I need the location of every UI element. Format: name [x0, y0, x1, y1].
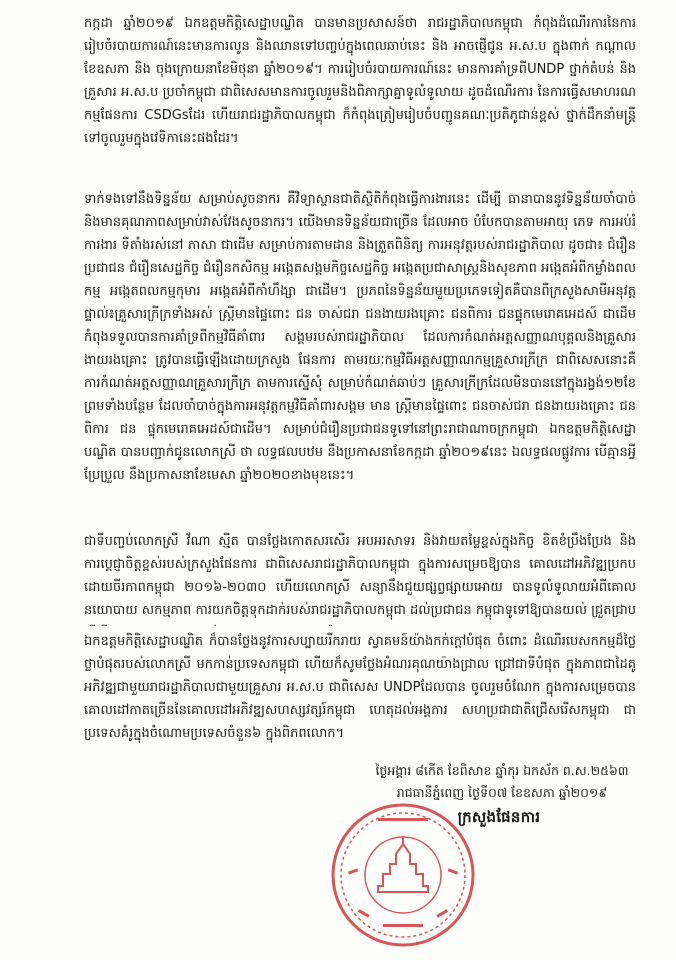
paragraph-3: ជាទីបញ្ចប់លោកស្រី វ័ណា ស្មីត បានថ្លែងកោតសរសើរ អបអរសាទរ និងវាយតម្លៃខ្ពស់ក្នុងកិច្ច ខិតខំប្រឹងប្រែង និងការប្តេជ្ញាចិត្តខ្ពស់របស់ក្រសួងផែនការ ជាពិសេសរាជរដ្ឋាភិបាលកម្ពុជា ក្នុងការសម្រេចឱ្យបាន គោលដៅអភិវឌ្ឍប្រកបដោយចីរភាពកម្ពុជា ២០១៦-២០៣០ ហើយលោកស្រី សន្យានឹងជួយផ្សព្វផ្សាយអោយ បានទូលំទូលាយអំពីគោលនយោបាយ សកម្មភាព ការយកចិត្តទុកដាក់របស់រាជរដ្ឋាភិបាលកម្ពុជា ដល់ប្រជាជន កម្ពុជាទូទៅឱ្យបានយល់ ជ្រួតជ្រាប	[84, 534, 636, 618]
paragraph-2: ទាក់ទងទៅនឹងទិន្នន័យ សម្រាប់សូចនាករ គឺវិទ្យាស្ថានជាតិស្ថិតិកំពុងធ្វើការងារនេះ ដើម្បី ធានាបាននូវទិន្នន័យចាំបាច់និងមានគុណភាពសម្រាប់វាស់វែងសូចនាករ។ យើងមានទិន្នន័យជាច្រើន ដែលអាច បំបែកបានតាមអាយុ ភេទ ការអប់រំ ការងារ ទីតាំងរស់នៅ ភាសា ជាដើម សម្រាប់ការតាមដាន និងត្រួតពិនិត្យ ការអនុវត្តរបស់រាជរដ្ឋាភិបាល ដូចជា៖ ជំរឿនប្រជាជន ជំរឿនសេដ្ឋកិច្ច ជំរឿនកសិកម្ម អង្កេតសង្គមកិច្ចសេដ្ឋកិច្ច អង្កេតប្រជាសាស្ត្រនិងសុខភាព អង្កេតអំពីកម្លាំងពលកម្ម អង្កេតពលកម្មកុមារ អង្កេតអំពីកាំហឹង្សា ជាដើម។ ប្រភពនៃទិន្នន័យមួយប្រភេទទៀតគឺបានពីក្រសួងសាមីអនុវត្តផ្ទាល់៖គ្រួសារក្រីក្រទាំងអស់ ស្ត្រីមានផ្ទៃពោះ ជន ចាស់ជរា ជនងាយរងគ្រោះ ជនពិការ ជនផ្ទុកមេរោគអេដស៍ ជាដើម កំពុងទទួលបានការគាំទ្រពីកម្មវិធីគាំពារ សង្គមរបស់រាជរដ្ឋាភិបាល ដែលការកំណត់អត្តសញ្ញាណបុគ្គលនិងគ្រួសារងាយរងគ្រោះ ត្រូវបានធ្វើឡើងដោយក្រសួង ផែនការ តាមរយៈកម្មវិធីអត្តសញ្ញាណកម្មគ្រួសារក្រីក្រ ជាពិសេសនោះគឺការកំណត់អត្តសញ្ញាណគ្រួសារក្រីក្រ តាមការស្នើសុំ សម្រាប់កំណត់ឆាប់ៗ គ្រួសារក្រីក្រដែលមិនបាននៅក្នុងរង្វង់១២ខែ ព្រមទាំងបន្ថែម ដែលចាំបាច់ក្នុងការអនុវត្តកម្មវិធីគាំពារសង្គម មាន ស្ត្រីមានផ្ទៃពោះ ជនចាស់ជរា ជនងាយរងគ្រោះ ជនពិការ ជន ផ្ទុកមេរោគអេដស៍ជាដើម។ សម្រាប់ជំរឿនប្រជាជនទូទៅនៅព្រះរាជាណាចក្រកម្ពុជា ឯកឧត្តមកិត្តិសេដ្ឋាបណ្ឌិត បានបញ្ជាក់ជូនលោកស្រី ថា លទ្ធផលបឋម នឹងប្រកាសនាខែកក្កដា ឆ្នាំ២០១៩នេះ ឯលទ្ធផលផ្លូវការ បើគ្មានអ្វី ប្រែប្រួល នឹងប្រកាសនាខែមេសា ឆ្នាំ២០២០ខាងមុខនេះ។	[84, 192, 636, 483]
paragraph-4: ឯកឧត្តមកិត្តិសេដ្ឋាបណ្ឌិត ក៏បានថ្លែងនូវការសប្បាយរីករាយ ស្វាគមន៍យ៉ាងកក់ក្តៅបំផុត ចំពោះ ដំណើរបេសកកម្មដ៏ថ្លៃថ្លាបំផុតរបស់លោកស្រី មកកាន់ប្រទេសកម្ពុជា ហើយក៏សូមថ្លែងអំណរគុណយ៉ាងជ្រាល ជ្រៅជាទីបំផុត ក្នុងភាពជាដៃគូអភិវឌ្ឍជាមួយរាជរដ្ឋាភិបាលជាមួយគ្រួសារ អ.ស.ប ជាពិសេស UNDPដែលបាន ចូលរួមចំណែក ក្នុងការសម្រេចបានគោលដៅកាតច្រើននៃគោលដៅអភិវឌ្ឍសហស្សវត្សរ៍កម្ពុជា ហេតុដល់អង្គការ សហប្រជាជាតិជ្រើសរើសកម្ពុជា ជាប្រទេសគំរូក្នុងចំណោមប្រទេសចំនួន៦ ក្នុងពិភពលោក។	[84, 634, 636, 741]
lunar-date: ថ្ងៃអង្គារ ៨កើត ខែពិសាខ ឆ្នាំកុរ ឯកស័ក ព.ស.២៥៦៣	[375, 763, 629, 778]
solar-date: រាជធានីភ្នំពេញ ថ្ងៃទី០៧ ខែឧសភា ឆ្នាំ២០១៩	[396, 785, 608, 800]
signature-title: ក្រសួងផែនការ	[457, 808, 541, 826]
paragraph-1: កក្កដា ឆ្នាំ២០១៩ ឯកឧត្តមកិត្តិសេដ្ឋាបណ្ឌិត បានមានប្រសាសន៍ថា រាជរដ្ឋាភិបាលកម្ពុជា កំពុងដំណើរការនៃការ រៀបចំរបាយការណ៍នេះមានការលូន និងឈានទៅបញ្ចប់ក្នុងពេលឆាប់នេះ និង អាចផ្ញើជូន អ.ស.ប ក្នុងពាក់ កណ្តាល ខែឧសភា និង ចុងក្រោយនាខែមិថុនា ឆ្នាំ២០១៩។ ការរៀបចំរបាយការណ៍នេះ មានការគាំទ្រពីUNDP ថ្នាក់តំបន់ និង គ្រួសារ អ.ស.ប ប្រចាំកម្ពុជា ជាពិសេសមានការចូលរួមនិងពិភាក្សាគ្នាទូលំទូលាយ ដូចដំណើរការ នៃការធ្វើសមាហរណកម្មផែនការ CSDGsដែរ ហើយរាជរដ្ឋាភិបាលកម្ពុជា ក៏កំពុងត្រៀមរៀបចំបញ្ជូនគណៈប្រតិភូជាន់ខ្ពស់ ថ្នាក់ដឹកនាំមន្ត្រីទៅចូលរួមក្នុងវេទិកានេះផងដែរ។	[84, 16, 636, 146]
